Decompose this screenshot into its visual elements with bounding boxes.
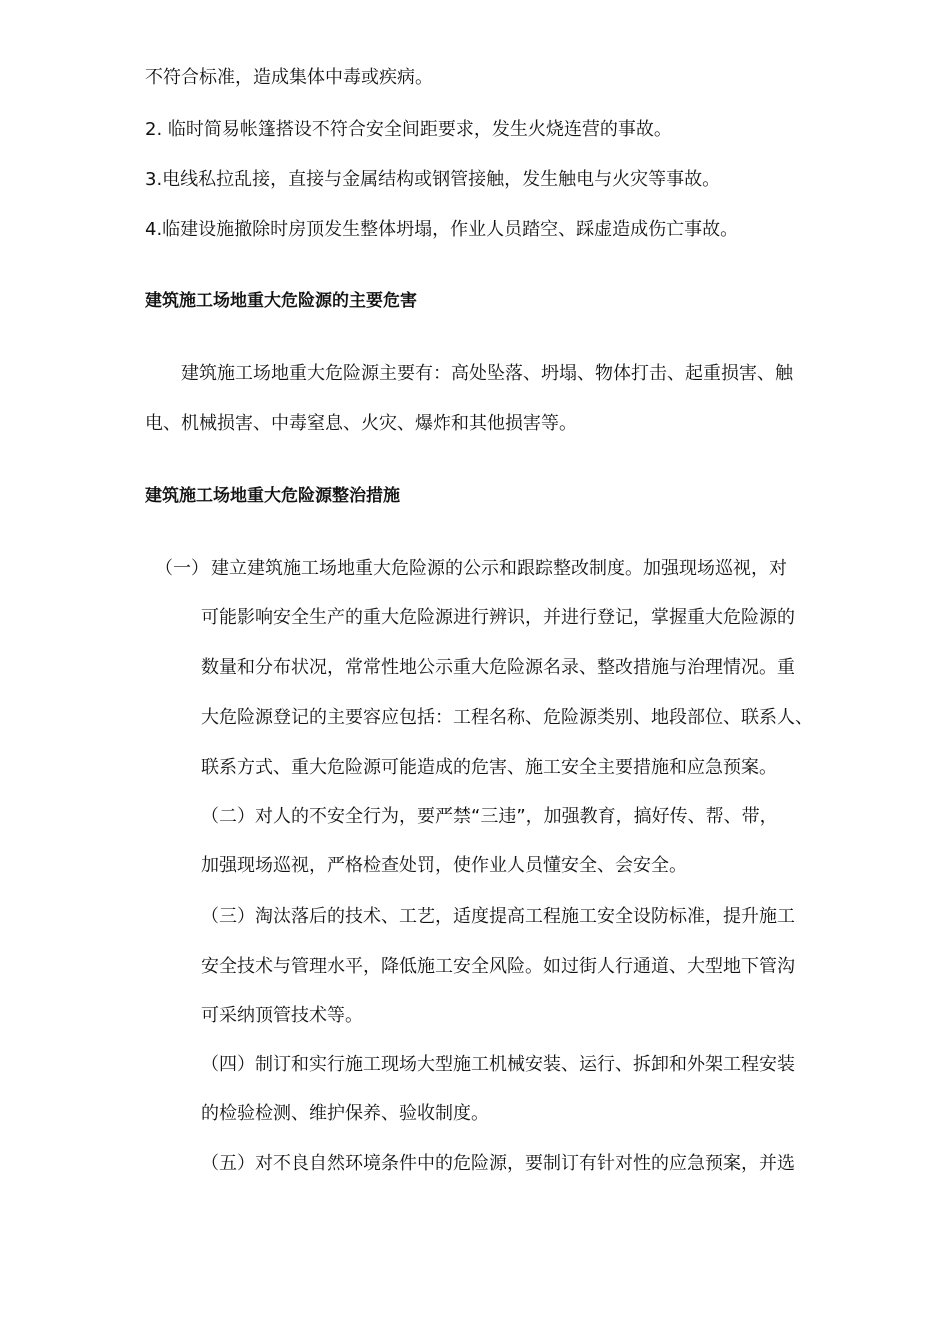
paragraph-line: 可能影响安全生产的重大危险源进行辨识，并进行登记，掌握重大危险源的 [201, 607, 795, 628]
paragraph-line: 建立建筑施工场地重大危险源的公示和跟踪整改制度。加强现场巡视，对 [211, 558, 787, 579]
paragraph-line: （三）淘汰落后的技术、工艺，适度提高工程施工安全设防标准，提升施工 [201, 906, 795, 927]
paragraph-line: （四）制订和实行施工现场大型施工机械安装、运行、拆卸和外架工程安装 [201, 1054, 795, 1075]
list-item: 3.电线私拉乱接，直接与金属结构或钢管接触，发生触电与火灾等事故。 [145, 169, 721, 190]
section-heading: 建筑施工场地重大危险源整治措施 [145, 486, 400, 506]
paragraph-line: （五）对不良自然环境条件中的危险源，要制订有针对性的应急预案，并选 [201, 1153, 795, 1174]
paragraph-line: 联系方式、重大危险源可能造成的危害、施工安全主要措施和应急预案。 [201, 757, 777, 778]
list-item: 2. 临时简易帐篷搭设不符合安全间距要求，发生火烧连营的事故。 [145, 119, 672, 140]
paragraph-line: 大危险源登记的主要容应包括：工程名称、危险源类别、地段部位、联系人、 [201, 707, 813, 728]
paragraph-line: 建筑施工场地重大危险源主要有：高处坠落、坍塌、物体打击、起重损害、触 [181, 363, 793, 384]
list-item: 4.临建设施撤除时房顶发生整体坍塌，作业人员踏空、踩虚造成伤亡事故。 [145, 219, 739, 240]
paragraph-line: （二）对人的不安全行为，要严禁“三违”，加强教育，搞好传、帮、带， [201, 806, 778, 827]
paragraph-line: 的检验检测、维护保养、验收制度。 [201, 1103, 489, 1124]
paragraph-line: 电、机械损害、中毒窒息、火灾、爆炸和其他损害等。 [145, 413, 577, 434]
list-number: （一） [155, 558, 209, 579]
paragraph-line: 加强现场巡视，严格检查处罚，使作业人员懂安全、会安全。 [201, 855, 687, 876]
paragraph-line: 不符合标准，造成集体中毒或疾病。 [145, 67, 433, 88]
paragraph-line: 安全技术与管理水平，降低施工安全风险。如过街人行通道、大型地下管沟 [201, 956, 795, 977]
paragraph-line: 数量和分布状况，常常性地公示重大危险源名录、整改措施与治理情况。重 [201, 657, 795, 678]
section-heading: 建筑施工场地重大危险源的主要危害 [145, 291, 417, 311]
paragraph-line: 可采纳顶管技术等。 [201, 1005, 363, 1026]
